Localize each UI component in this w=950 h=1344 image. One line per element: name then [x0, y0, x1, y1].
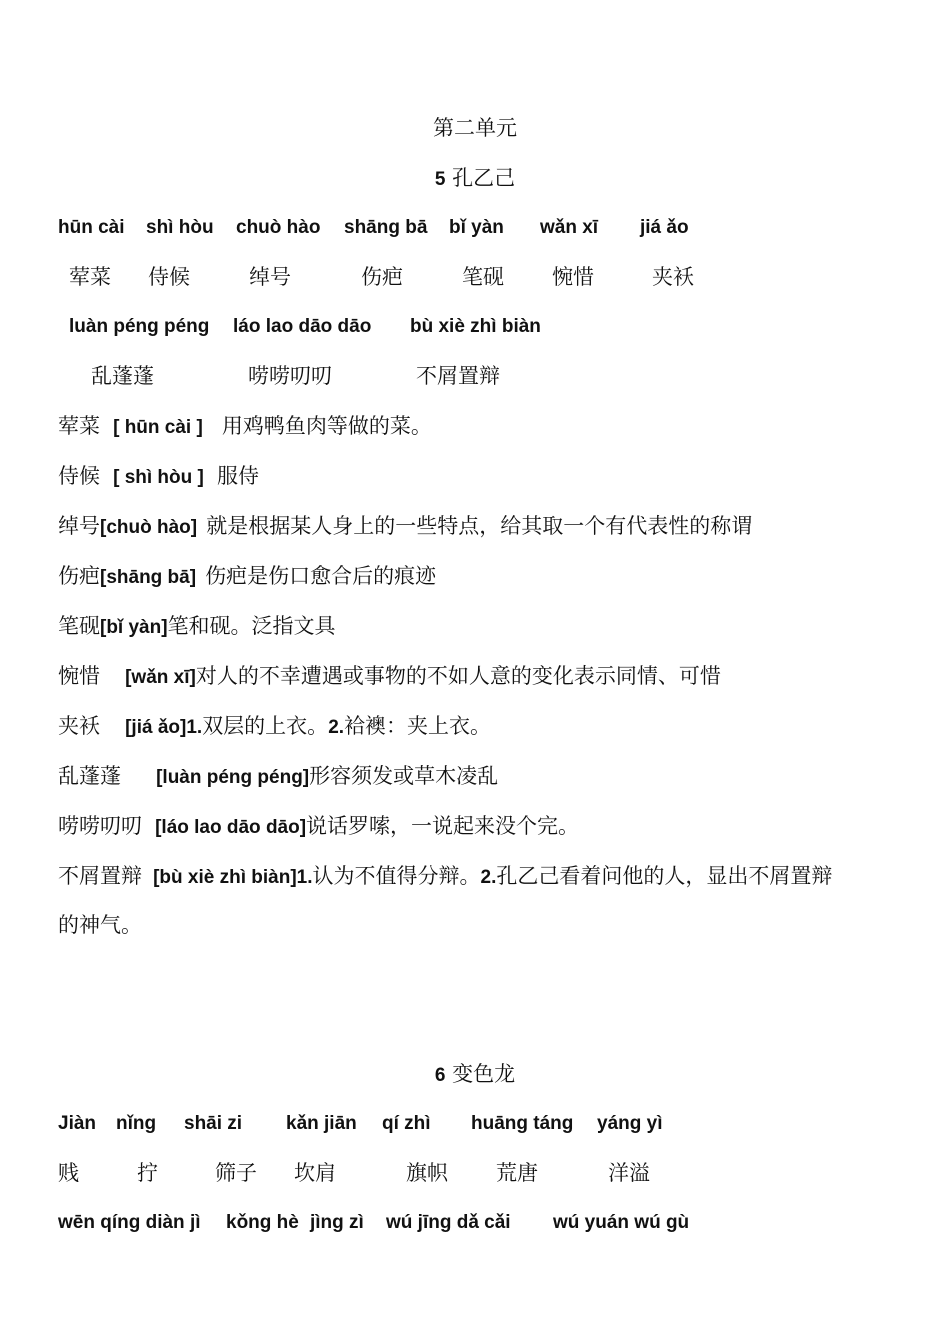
- def-number: 2.: [328, 717, 345, 738]
- pinyin-item: nǐng: [116, 1113, 157, 1134]
- word-item: 筛子: [215, 1161, 257, 1185]
- def-pinyin: [shāng bā]: [100, 567, 197, 588]
- def-text: 形容须发或草木凌乱: [309, 764, 499, 788]
- def-number: 1.: [296, 867, 313, 888]
- def-word: 绰号: [58, 514, 100, 538]
- def-text: 的神气。: [58, 913, 142, 937]
- word-item: 洋溢: [608, 1161, 650, 1185]
- word-item: 不屑置辩: [416, 364, 500, 388]
- def-pinyin: [láo lao dāo dāo]: [155, 817, 307, 838]
- word-item: 荤菜: [69, 265, 111, 289]
- definition-line: [58, 461, 259, 493]
- definition-line: [58, 411, 432, 443]
- pinyin-item: kǎn jiān: [286, 1113, 357, 1134]
- pinyin-item: hūn cài: [58, 217, 125, 238]
- pinyin-item: shāng bā: [344, 217, 428, 238]
- lesson5-title: 孔乙己: [452, 166, 516, 190]
- pinyin-item: jiá ǎo: [640, 217, 689, 238]
- word-item: 唠唠叨叨: [248, 364, 332, 388]
- def-pinyin: [chuò hào]: [100, 517, 198, 538]
- word-item: 乱蓬蓬: [91, 364, 154, 388]
- pinyin-item: chuò hào: [236, 217, 321, 238]
- def-text: 就是根据某人身上的一些特点，给其取一个有代表性的称谓: [206, 514, 753, 538]
- definition-line: [58, 761, 498, 793]
- def-word: 唠唠叨叨: [58, 814, 142, 838]
- word-item: 惋惜: [552, 265, 594, 289]
- lesson6-number: 6: [434, 1065, 446, 1086]
- pinyin-item: wú yuán wú gù: [553, 1212, 690, 1233]
- pinyin-item: huāng táng: [471, 1113, 574, 1134]
- definition-continuation: [58, 910, 142, 942]
- word-item: 笔砚: [462, 265, 504, 289]
- def-pinyin: [bǐ yàn]: [100, 617, 168, 638]
- pinyin-item: luàn péng péng: [69, 316, 210, 337]
- word-item: 侍候: [148, 265, 190, 289]
- pinyin-item: bǐ yàn: [449, 217, 504, 238]
- definition-line: [58, 661, 721, 693]
- def-word: 侍候: [58, 464, 100, 488]
- lesson6-title: 变色龙: [452, 1062, 516, 1086]
- word-item: 旗帜: [406, 1161, 448, 1185]
- definition-line: [58, 561, 436, 593]
- word-item: 绰号: [249, 265, 291, 289]
- word-item: 坎肩: [294, 1161, 336, 1185]
- def-text: 笔和砚。泛指文具: [167, 614, 336, 638]
- def-text: 说话罗嗦，一说起来没个完。: [306, 814, 580, 838]
- def-pinyin: [jiá ǎo]: [125, 717, 187, 738]
- def-pinyin: [ shì hòu ]: [113, 467, 204, 488]
- def-word: 不屑置辩: [58, 864, 142, 888]
- definition-line: [58, 711, 491, 743]
- pinyin-item: shāi zi: [184, 1113, 243, 1134]
- def-pinyin: [wǎn xī]: [125, 667, 196, 688]
- def-text: 袷襖：夹上衣。: [344, 714, 492, 738]
- def-text: 伤疤是伤口愈合后的痕迹: [205, 564, 437, 588]
- def-word: 伤疤: [58, 564, 100, 588]
- def-word: 夹袄: [58, 714, 100, 738]
- word-item: 伤疤: [361, 265, 403, 289]
- def-word: 乱蓬蓬: [58, 764, 121, 788]
- word-item: 荒唐: [496, 1161, 538, 1185]
- pinyin-item: wēn qíng diàn jì: [58, 1212, 201, 1233]
- lesson6-heading: [0, 1059, 950, 1091]
- word-item: 贱: [58, 1161, 79, 1185]
- def-number: 2.: [480, 867, 497, 888]
- pinyin-item: shì hòu: [146, 217, 214, 238]
- def-word: 笔砚: [58, 614, 100, 638]
- word-item: 夹袄: [652, 265, 694, 289]
- pinyin-item: qí zhì: [382, 1113, 431, 1134]
- def-text: 认为不值得分辩。: [312, 864, 481, 888]
- pinyin-item: wǎn xī: [540, 217, 599, 238]
- def-text: 双层的上衣。: [202, 714, 329, 738]
- pinyin-item: bù xiè zhì biàn: [410, 316, 541, 337]
- definition-line: [58, 611, 336, 643]
- pinyin-item: láo lao dāo dāo: [233, 316, 372, 337]
- lesson5-number: 5: [434, 169, 446, 190]
- def-text: 孔乙己看着问他的人，显出不屑置辩: [496, 864, 833, 888]
- def-pinyin: [ hūn cài ]: [113, 417, 203, 438]
- def-text: 对人的不幸遭遇或事物的不如人意的变化表示同情、可惜: [195, 664, 721, 688]
- def-word: 惋惜: [58, 664, 100, 688]
- def-pinyin: [luàn péng péng]: [156, 767, 310, 788]
- pinyin-item: wú jīng dǎ cǎi: [386, 1212, 511, 1233]
- definition-line: [58, 511, 752, 543]
- pinyin-item: yáng yì: [597, 1113, 663, 1134]
- definition-line: [58, 811, 579, 843]
- def-text: 服侍: [216, 464, 259, 488]
- lesson5-heading: [0, 163, 950, 195]
- pinyin-item: Jiàn: [58, 1113, 97, 1134]
- def-pinyin: [bù xiè zhì biàn]: [153, 867, 297, 888]
- pinyin-item: jìng zì: [310, 1212, 364, 1233]
- def-text: 用鸡鸭鱼肉等做的菜。: [221, 414, 432, 438]
- def-number: 1.: [186, 717, 203, 738]
- word-item: 拧: [137, 1161, 158, 1185]
- pinyin-item: kǒng hè: [226, 1212, 299, 1233]
- unit-title: 第二单元: [433, 116, 517, 140]
- definition-line: [58, 861, 832, 893]
- def-word: 荤菜: [58, 414, 100, 438]
